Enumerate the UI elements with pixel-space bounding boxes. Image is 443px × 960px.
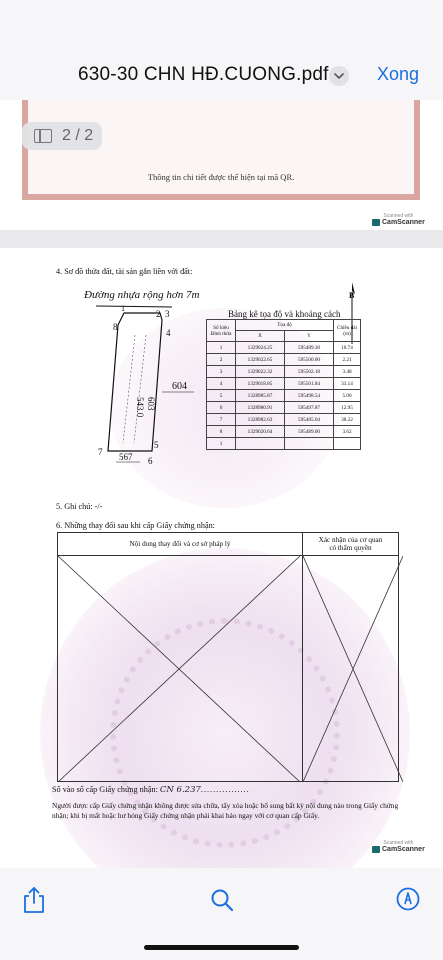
coord-table [206, 319, 361, 450]
camscanner-watermark: Scanned with CamScanner [372, 840, 425, 853]
pdf-page-1 [0, 100, 443, 230]
vertex-label: 6 [148, 456, 153, 466]
camscanner-logo-icon [372, 219, 380, 226]
parcel-number: 603 [146, 397, 156, 411]
col-header-y: Y [285, 331, 334, 342]
section-6-heading: 6. Những thay đổi sau khi cấp Giấy chứng nhận: [56, 521, 215, 530]
register-number-label: Số vào sổ cấp Giấy chứng nhận: [52, 785, 158, 794]
certificate-border [22, 100, 420, 200]
parcel-area: 543.0 [135, 397, 145, 418]
done-button[interactable]: Xong [377, 64, 420, 84]
col-header-point: Số hiệu Đỉnh thửa [207, 320, 236, 342]
road-label: Đường nhựa rộng hơn 7m [84, 289, 200, 301]
changes-col-approval: Xác nhận của cơ quan có thẩm quyền [303, 533, 399, 556]
home-indicator[interactable] [144, 945, 299, 950]
table-row: 1 1329024.25 595489.38 10.74 [207, 342, 361, 354]
vertex-label: 8 [113, 322, 118, 332]
vertex-label: 5 [154, 440, 159, 450]
vertex-label: 2 [156, 309, 161, 319]
certificate-warning: Người được cấp Giấy chứng nhận không được sửa chữa, tẩy xóa hoặc bổ sung bất kỳ nội dung nào trong Giấy chứng nhận; khi bị mất hoặc hư hỏng Giấy chứng nhận phải khai báo ngay với cơ quan cấp Giấy. [52, 801, 399, 820]
register-number-value: CN 6.237 [159, 785, 201, 795]
camscanner-logo-icon [372, 846, 380, 853]
vertex-label: 1 [121, 304, 125, 313]
neighbor-parcel-east: 604 [172, 381, 187, 392]
search-icon [210, 888, 234, 912]
col-header-x: X [236, 331, 285, 342]
search-button[interactable] [210, 888, 234, 917]
changes-col-content: Nội dung thay đổi và cơ sở pháp lý [58, 533, 303, 556]
page-indicator-label: 2 / 2 [62, 127, 94, 144]
document-title[interactable]: 630-30 CHN HĐ.CUONG.pdf [78, 64, 329, 85]
page-gap [0, 230, 443, 248]
share-icon [22, 886, 46, 914]
table-row: 3 1329022.32 595502.18 3.48 [207, 366, 361, 378]
chevron-down-icon [334, 72, 344, 80]
table-row: 8 1329020.64 595489.00 3.62 [207, 426, 361, 438]
table-row: 6 1328980.91 595497.87 12.95 [207, 402, 361, 414]
table-row: 4 1329018.85 595501.84 33.14 [207, 378, 361, 390]
coord-table-title: Bảng kê tọa độ và khoảng cách [228, 309, 341, 319]
changes-empty-row [58, 556, 399, 782]
top-bar [0, 0, 443, 100]
void-cross-lines [58, 556, 300, 782]
markup-button[interactable] [396, 887, 420, 916]
table-row: 7 1328982.63 595485.04 38.22 [207, 414, 361, 426]
road-line [96, 306, 172, 307]
share-button[interactable] [22, 886, 46, 919]
table-row: 1 [207, 438, 361, 450]
col-header-coord: Tọa độ [236, 320, 334, 331]
neighbor-parcel-south: 567 [119, 452, 133, 462]
changes-table [57, 532, 399, 782]
section-4-heading: 4. Sơ đồ thửa đất, tài sản gắn liền với đất: [56, 267, 193, 276]
page-indicator[interactable] [22, 122, 102, 150]
table-row: 5 1328985.87 595498.54 5.00 [207, 390, 361, 402]
table-row: 2 1329022.65 595500.00 2.21 [207, 354, 361, 366]
markup-icon [396, 887, 420, 911]
section-5-notes: 5. Ghi chú: -/- [56, 502, 103, 511]
void-cross-lines [303, 556, 403, 782]
parcel-sketch [90, 303, 210, 478]
north-label: B [349, 291, 355, 300]
vertex-label: 4 [166, 328, 171, 338]
pdf-page-2 [0, 248, 443, 868]
sidebar-icon [34, 129, 52, 143]
vertex-label: 3 [165, 309, 170, 319]
vertex-label: 7 [98, 447, 103, 457]
col-header-distance: Chiều dài (m) [334, 320, 361, 342]
register-number-line: Số vào sổ cấp Giấy chứng nhận: CN 6.237................ [52, 785, 250, 795]
qr-note: Thông tin chi tiết được thể hiện tại mã QR. [147, 172, 295, 182]
camscanner-watermark: Scanned with CamScanner [372, 213, 425, 226]
title-menu-button[interactable] [329, 66, 349, 86]
parcel-outline [108, 313, 162, 451]
